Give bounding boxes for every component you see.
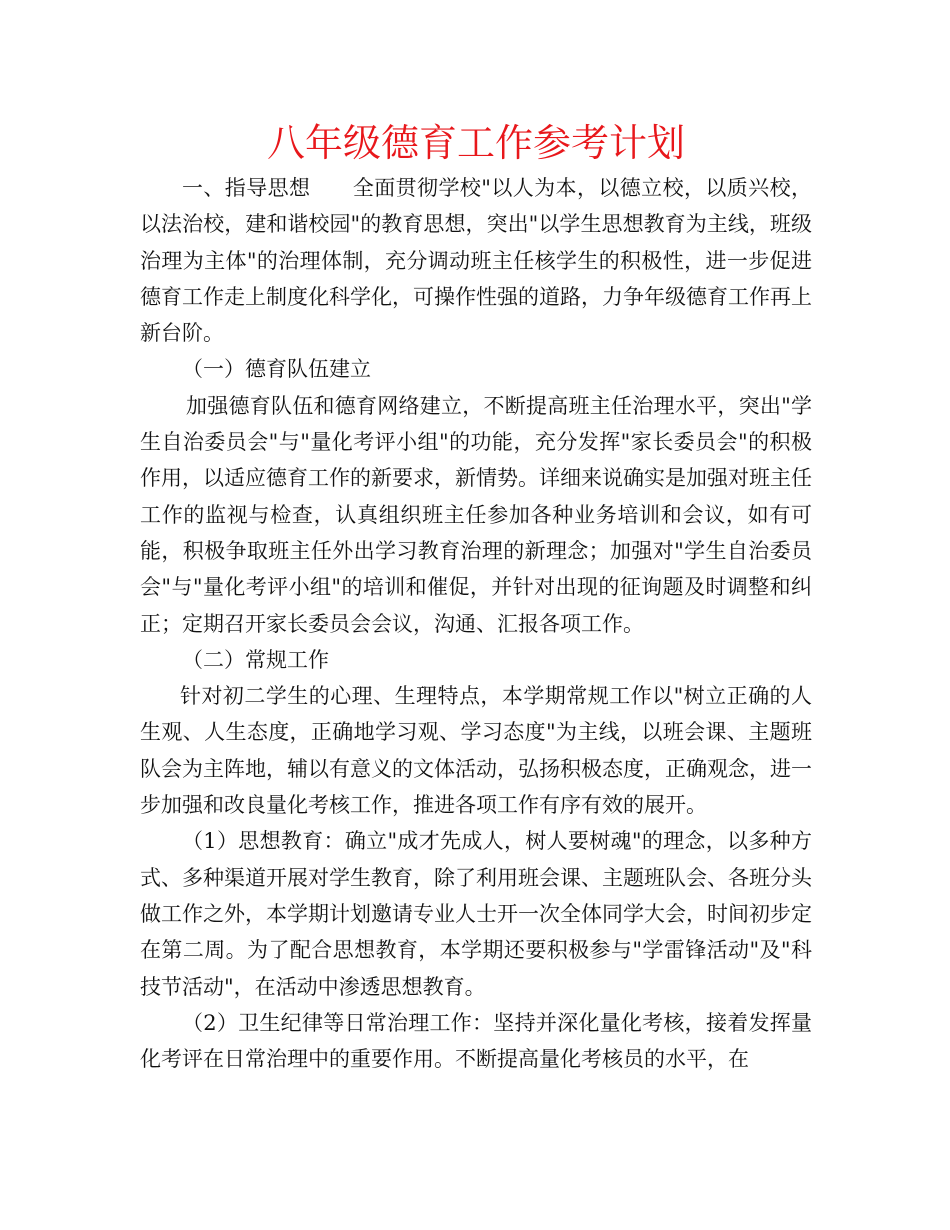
document-body [140, 170, 812, 1077]
section-guiding-ideology [140, 170, 812, 351]
subsection-heading: （二）常规工作 [182, 647, 329, 672]
document-page [140, 118, 812, 1077]
paragraph: 加强德育队伍和德育网络建立，不断提高班主任治理水平，突出"学生自治委员会"与"量化考评小组"的功能，充分发挥"家长委员会"的积极作用，以适应德育工作的新要求，新情势。详细来说确实是加强对班主任工作的监视与检查，认真组织班主任参加各种业务培训和会议，如有可能，积极争取班主任外出学习教育治理的新理念；加强对"学生自治委员会"与"量化考评小组"的培训和催促，并针对出现的征询题及时调整和纠正；定期召开家长委员会会议，沟通、汇报各项工作。 [140, 393, 812, 636]
document-title: 八年级德育工作参考计划 [266, 121, 685, 165]
paragraph: 针对初二学生的心理、生理特点，本学期常规工作以"树立正确的人生观、人生态度，正确地学习观、学习态度"为主线，以班会课、主题班队会为主阵地，辅以有意义的文体活动，弘扬积极态度，正确观念，进一步加强和改良量化考核工作，推进各项工作有序有效的展开。 [140, 684, 812, 818]
list-item-paragraph: （2）卫生纪律等日常治理工作：坚持并深化量化考核，接着发挥量化考评在日常治理中的重要作用。不断提高量化考核员的水平，在 [140, 1010, 812, 1072]
section-heading: 一、指导思想 [182, 176, 311, 200]
list-item-paragraph: （1）思想教育：确立"成才先成人，树人要树魂"的理念，以多种方式、多种渠道开展对学生教育，除了利用班会课、主题班队会、各班分头做工作之外，本学期计划邀请专业人士开一次全体同学大会，时间初步定在第二周。为了配合思想教育，本学期还要积极参与"学雷锋活动"及"科技节活动"，在活动中渗透思想教育。 [140, 829, 812, 999]
subsection-heading: （一）德育队伍建立 [182, 357, 371, 382]
section-text: 全面贯彻学校"以人为本，以德立校，以质兴校，以法治校，建和谐校园"的教育思想，突出"以学生思想教育为主线，班级治理为主体"的治理体制，充分调动班主任核学生的积极性，进一步促进德育工作走上制度化科学化，可操作性强的道路，力争年级德育工作再上新台阶。 [140, 176, 812, 346]
